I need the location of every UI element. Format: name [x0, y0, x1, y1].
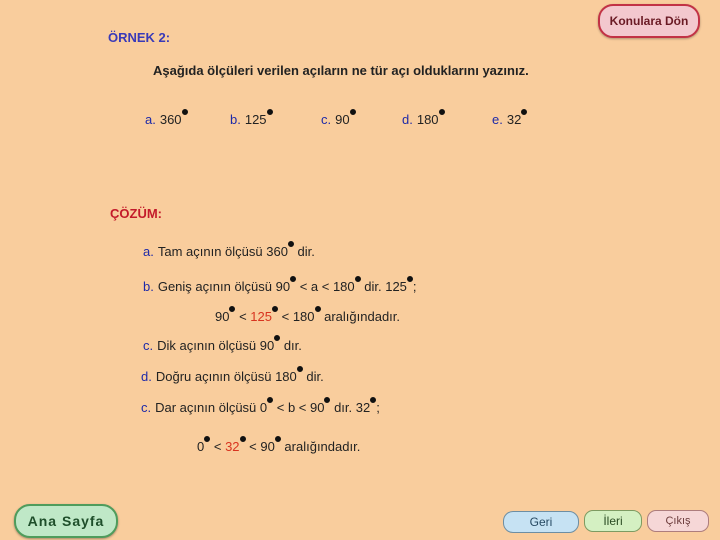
question-text: Aşağıda ölçüleri verilen açıların ne tür açı olduklarını yazınız.	[153, 63, 529, 78]
solution-line-a	[143, 244, 315, 259]
solution-line-b	[143, 279, 417, 294]
line-text: < a < 180	[296, 279, 355, 294]
highlight-value: 125	[250, 309, 272, 324]
line-text: < b < 90	[273, 400, 325, 415]
line-text: dır.	[280, 338, 302, 353]
option-label: c.	[321, 112, 332, 127]
line-text: 0	[197, 439, 205, 454]
line-text: ;	[376, 400, 380, 415]
line-label: c.	[143, 338, 154, 353]
highlight-value: 32	[225, 439, 240, 454]
line-text: ;	[412, 279, 417, 294]
solution-line-b2	[215, 309, 400, 324]
degree-icon	[288, 241, 294, 247]
line-text: dir.	[302, 369, 324, 384]
option-c	[321, 112, 356, 127]
solution-line-d	[141, 369, 324, 384]
degree-icon	[315, 306, 321, 312]
solution-line-e2	[197, 439, 360, 454]
line-text: <	[235, 309, 251, 324]
line-text: dir.	[293, 244, 315, 259]
degree-icon	[521, 109, 527, 115]
solution-line-e	[141, 400, 380, 415]
degree-icon	[350, 109, 356, 115]
line-label: b.	[143, 279, 154, 294]
konulara-don-button[interactable]: Konulara Dön	[598, 4, 700, 38]
degree-icon	[267, 109, 273, 115]
degree-icon	[407, 276, 413, 282]
line-text: Doğru açının ölçüsü 180	[155, 369, 297, 384]
line-text: <	[210, 439, 226, 454]
line-text: aralığındadır.	[280, 439, 361, 454]
line-text: dir. 125	[360, 279, 407, 294]
degree-icon	[275, 436, 281, 442]
option-value: 90	[335, 112, 350, 127]
degree-icon	[272, 306, 278, 312]
line-text: 90	[215, 309, 230, 324]
line-text: Tam açının ölçüsü 360	[157, 244, 288, 259]
option-value: 125	[244, 112, 267, 127]
degree-icon	[439, 109, 445, 115]
option-d	[402, 112, 445, 127]
geri-button[interactable]: Geri	[503, 511, 579, 533]
option-label: a.	[145, 112, 156, 127]
line-text: Dar açının ölçüsü 0	[155, 400, 268, 415]
option-value: 360	[159, 112, 182, 127]
line-text: < 90	[245, 439, 275, 454]
option-value: 180	[416, 112, 439, 127]
line-label: c.	[141, 400, 152, 415]
degree-icon	[182, 109, 188, 115]
ileri-button[interactable]: İleri	[584, 510, 642, 532]
line-label: d.	[141, 369, 152, 384]
line-text: < 180	[278, 309, 315, 324]
ana-sayfa-button[interactable]: Ana Sayfa	[14, 504, 118, 538]
option-value: 32	[506, 112, 522, 127]
option-a	[145, 112, 188, 127]
solution-line-c	[143, 338, 302, 353]
option-label: e.	[492, 112, 503, 127]
option-label: b.	[230, 112, 241, 127]
cikis-button[interactable]: Çıkış	[647, 510, 709, 532]
line-text: Dik açının ölçüsü 90	[157, 338, 275, 353]
line-text: Geniş açının ölçüsü 90	[157, 279, 291, 294]
degree-icon	[240, 436, 246, 442]
degree-icon	[355, 276, 361, 282]
line-text: aralığındadır.	[320, 309, 401, 324]
example-title: ÖRNEK 2:	[108, 30, 171, 45]
solution-title: ÇÖZÜM:	[110, 206, 162, 221]
line-text: dır. 32	[330, 400, 371, 415]
option-b	[230, 112, 273, 127]
degree-icon	[297, 366, 303, 372]
option-label: d.	[402, 112, 413, 127]
option-e	[492, 112, 527, 127]
line-label: a.	[143, 244, 154, 259]
